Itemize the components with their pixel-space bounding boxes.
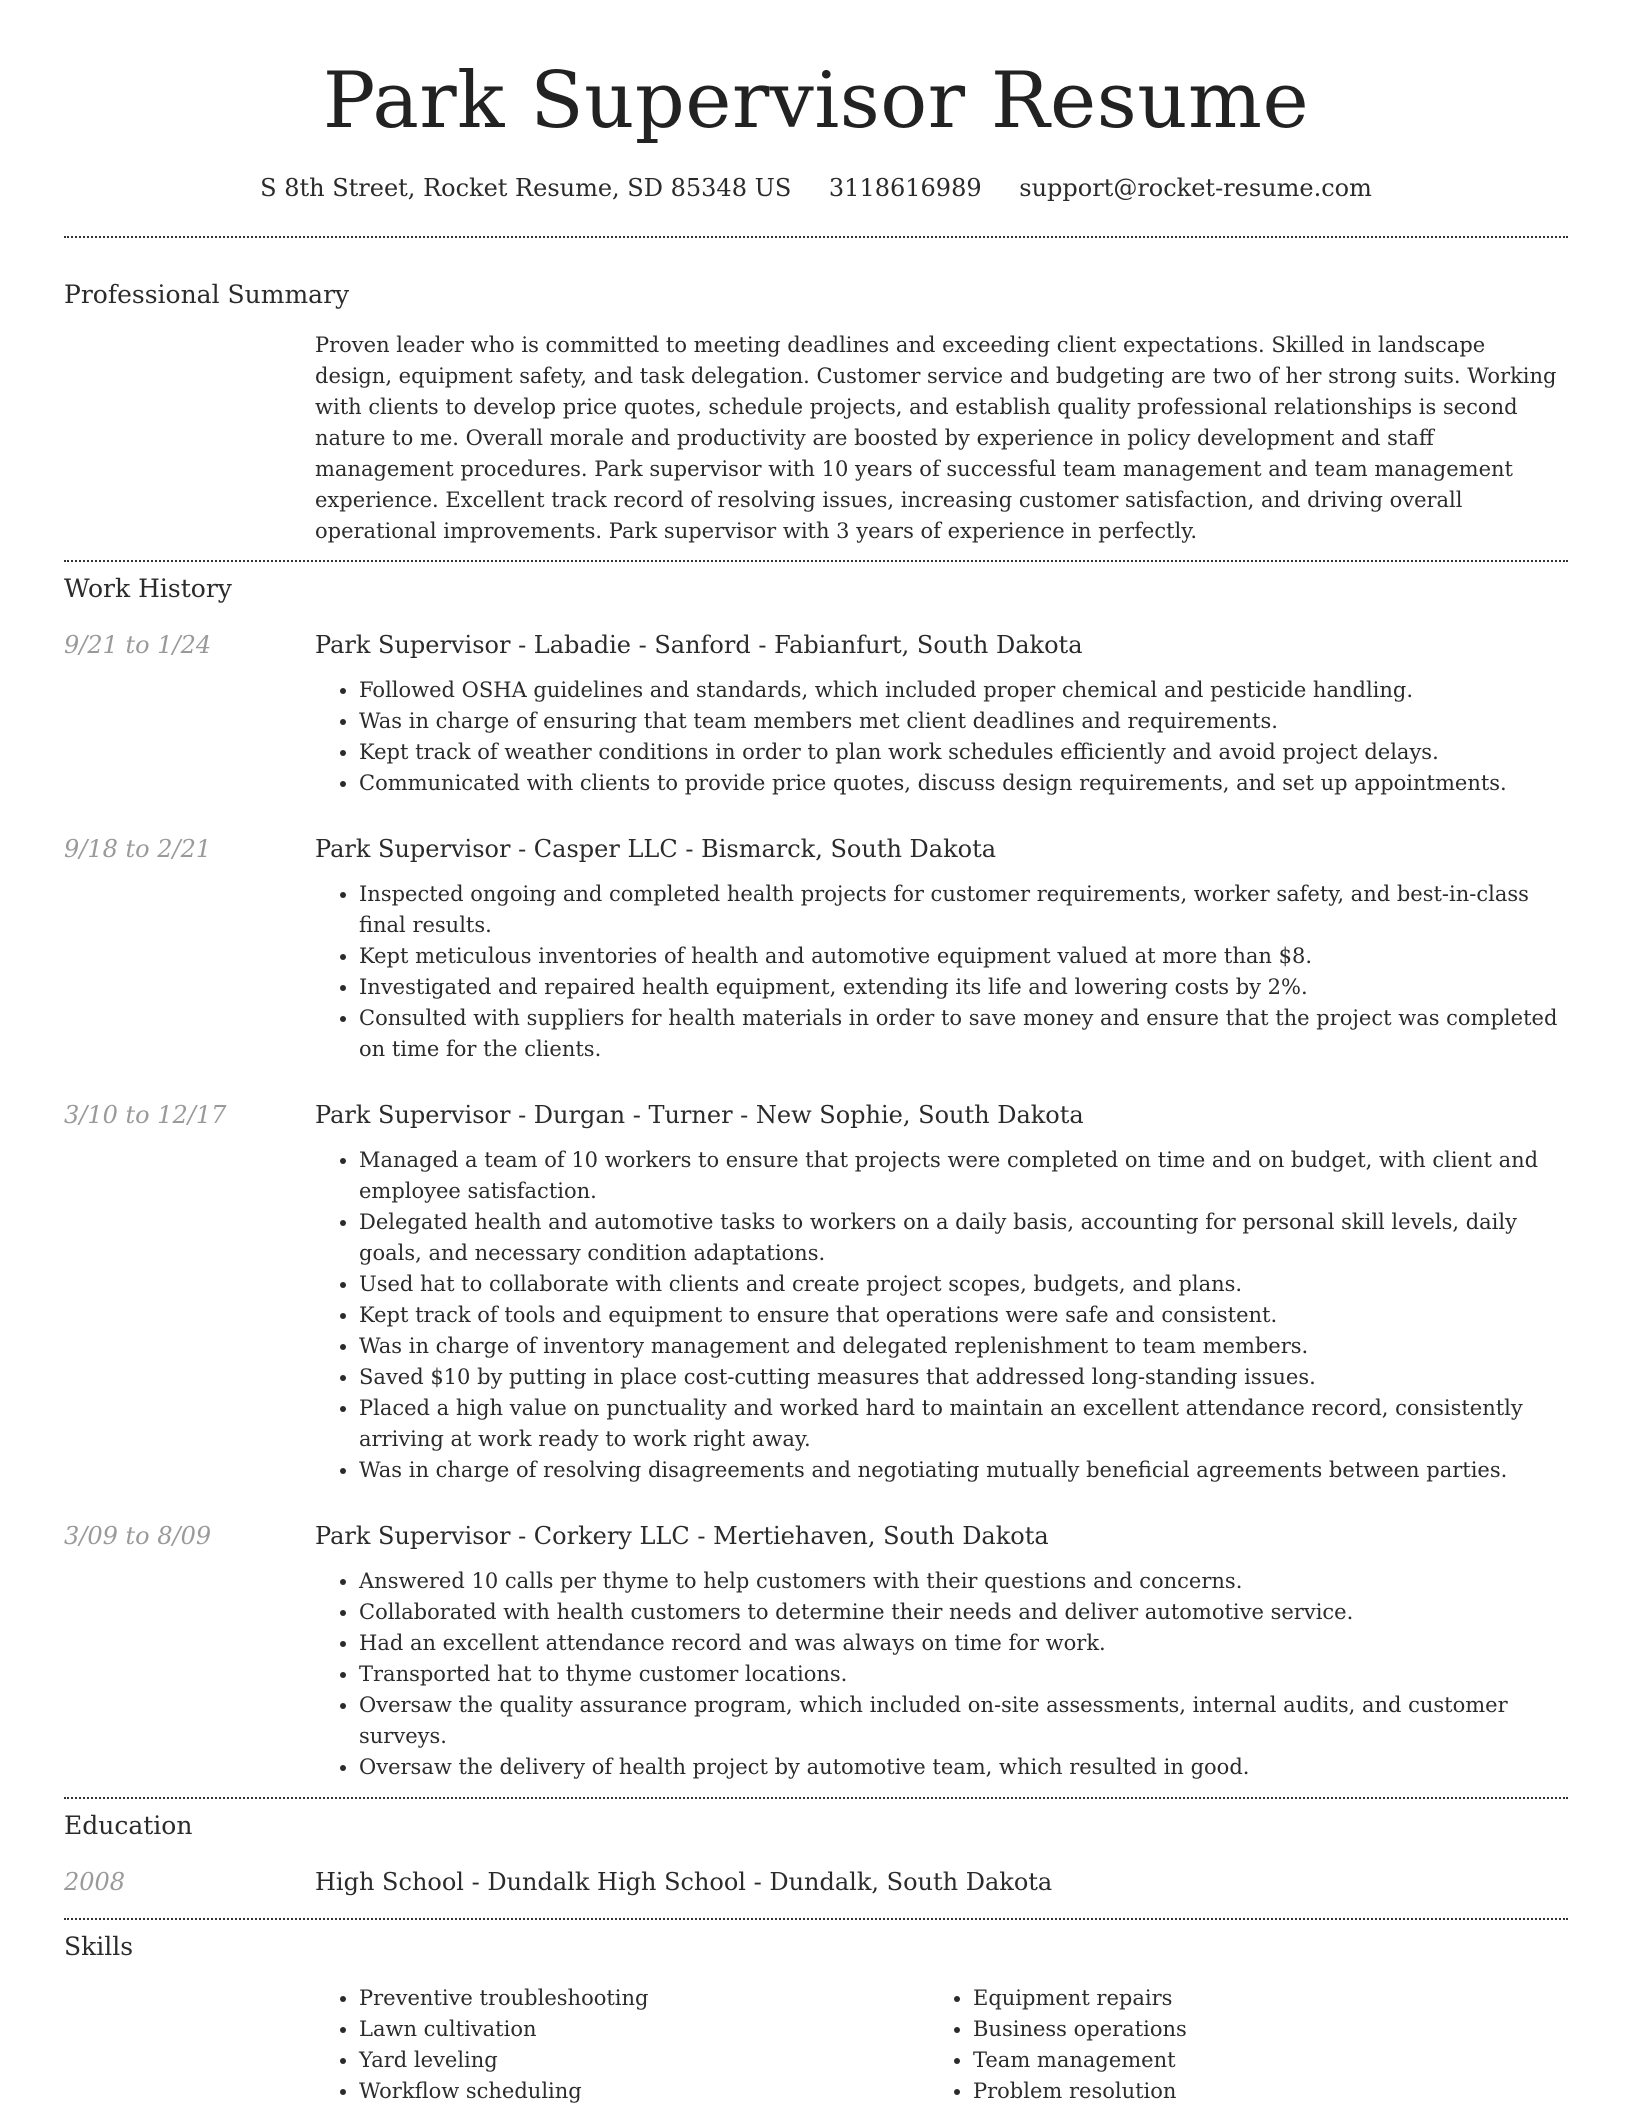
list-item: • Managed a team of 10 workers to ensure that projects were completed on time and on budget, with client and employee satisfaction. xyxy=(359,1145,1568,1207)
list-item: • Placed a high value on punctuality and worked hard to maintain an excellent attendance record, consistently arriving at work ready to work right away. xyxy=(359,1393,1568,1455)
job-dates: 9/18 to 2/21 xyxy=(64,835,212,863)
skills-column-left xyxy=(315,1983,929,2107)
skill-item: • Equipment repairs xyxy=(973,1983,1543,2014)
job-entry xyxy=(64,631,1568,799)
list-item: • Was in charge of resolving disagreements and negotiating mutually beneficial agreements between parties. xyxy=(359,1455,1568,1486)
contact-line xyxy=(64,174,1568,202)
job-dates: 3/09 to 8/09 xyxy=(64,1522,212,1550)
job-entry xyxy=(64,1522,1568,1783)
list-item: • Was in charge of ensuring that team members met client deadlines and requirements. xyxy=(359,706,1568,737)
job-bullets xyxy=(315,879,1568,1065)
skill-item: • Preventive troubleshooting xyxy=(359,1983,929,2014)
list-item: • Was in charge of inventory management and delegated replenishment to team members. xyxy=(359,1331,1568,1362)
summary-text: Proven leader who is committed to meeting deadlines and exceeding client expectations. Skilled in landscape design, equipment safety, and task delegation. Customer service and budgeting are two of her strong suits. Working with clients to develop price quotes, schedule projects, and establish quality professional relationships is second nature to me. Overall morale and productivity are boosted by experience in policy development and staff management procedures. Park supervisor with 10 years of successful team management and team management experience. Excellent track record of resolving issues, increasing customer satisfaction, and driving overall operational improvements. Park supervisor with 3 years of experience in perfectly. xyxy=(315,333,1557,543)
education-title: High School - Dundalk High School - Dundalk, South Dakota xyxy=(315,1868,1053,1896)
list-item: • Transported hat to thyme customer locations. xyxy=(359,1659,1568,1690)
list-item: • Kept track of weather conditions in order to plan work schedules efficiently and avoid project delays. xyxy=(359,737,1568,768)
divider xyxy=(64,1797,1568,1799)
job-title: Park Supervisor - Durgan - Turner - New Sophie, South Dakota xyxy=(315,1101,1084,1129)
skill-item: • Yard leveling xyxy=(359,2045,929,2076)
contact-phone: 3118616989 xyxy=(828,174,982,202)
list-item: • Investigated and repaired health equipment, extending its life and lowering costs by 2%. xyxy=(359,972,1568,1003)
skill-item: • Team management xyxy=(973,2045,1543,2076)
job-dates: 9/21 to 1/24 xyxy=(64,631,212,659)
skills-column-right xyxy=(929,1983,1543,2107)
list-item: • Answered 10 calls per thyme to help customers with their questions and concerns. xyxy=(359,1566,1568,1597)
section-heading-summary: Professional Summary xyxy=(64,280,350,309)
skill-item: • Business operations xyxy=(973,2014,1543,2045)
job-title: Park Supervisor - Labadie - Sanford - Fabianfurt, South Dakota xyxy=(315,631,1083,659)
page-title: Park Supervisor Resume xyxy=(322,56,1310,146)
list-item: • Kept track of tools and equipment to ensure that operations were safe and consistent. xyxy=(359,1300,1568,1331)
section-heading-skills: Skills xyxy=(64,1932,134,1961)
skill-item: • Lawn cultivation xyxy=(359,2014,929,2045)
job-entry xyxy=(64,835,1568,1065)
resume-page xyxy=(64,0,1568,2107)
section-heading-education: Education xyxy=(64,1811,193,1840)
divider xyxy=(64,236,1568,238)
job-entry xyxy=(64,1101,1568,1486)
contact-email: support@rocket-resume.com xyxy=(1019,174,1372,202)
list-item: • Used hat to collaborate with clients and create project scopes, budgets, and plans. xyxy=(359,1269,1568,1300)
list-item: • Had an excellent attendance record and was always on time for work. xyxy=(359,1628,1568,1659)
list-item: • Inspected ongoing and completed health projects for customer requirements, worker safety, and best-in-class final results. xyxy=(359,879,1568,941)
job-bullets xyxy=(315,1566,1568,1783)
job-bullets xyxy=(315,1145,1568,1486)
skill-item: • Problem resolution xyxy=(973,2076,1543,2107)
list-item: • Oversaw the quality assurance program, which included on-site assessments, internal audits, and customer surveys. xyxy=(359,1690,1568,1752)
list-item: • Collaborated with health customers to determine their needs and deliver automotive service. xyxy=(359,1597,1568,1628)
list-item: • Consulted with suppliers for health materials in order to save money and ensure that the project was completed on time for the clients. xyxy=(359,1003,1568,1065)
list-item: • Oversaw the delivery of health project by automotive team, which resulted in good. xyxy=(359,1752,1568,1783)
contact-address: S 8th Street, Rocket Resume, SD 85348 US xyxy=(260,174,792,202)
job-title: Park Supervisor - Corkery LLC - Mertiehaven, South Dakota xyxy=(315,1522,1049,1550)
skills-list xyxy=(315,1983,1568,2107)
list-item: • Delegated health and automotive tasks to workers on a daily basis, accounting for personal skill levels, daily goals, and necessary condition adaptations. xyxy=(359,1207,1568,1269)
list-item: • Kept meticulous inventories of health and automotive equipment valued at more than $8. xyxy=(359,941,1568,972)
education-year: 2008 xyxy=(64,1868,126,1896)
job-dates: 3/10 to 12/17 xyxy=(64,1101,227,1129)
job-title: Park Supervisor - Casper LLC - Bismarck, South Dakota xyxy=(315,835,997,863)
job-bullets xyxy=(315,675,1568,799)
divider xyxy=(64,560,1568,562)
divider xyxy=(64,1918,1568,1920)
list-item: • Communicated with clients to provide price quotes, discuss design requirements, and set up appointments. xyxy=(359,768,1568,799)
list-item: • Followed OSHA guidelines and standards, which included proper chemical and pesticide handling. xyxy=(359,675,1568,706)
list-item: • Saved $10 by putting in place cost-cutting measures that addressed long-standing issues. xyxy=(359,1362,1568,1393)
education-entry xyxy=(64,1868,1568,1896)
skill-item: • Workflow scheduling xyxy=(359,2076,929,2107)
section-heading-work: Work History xyxy=(64,574,232,603)
